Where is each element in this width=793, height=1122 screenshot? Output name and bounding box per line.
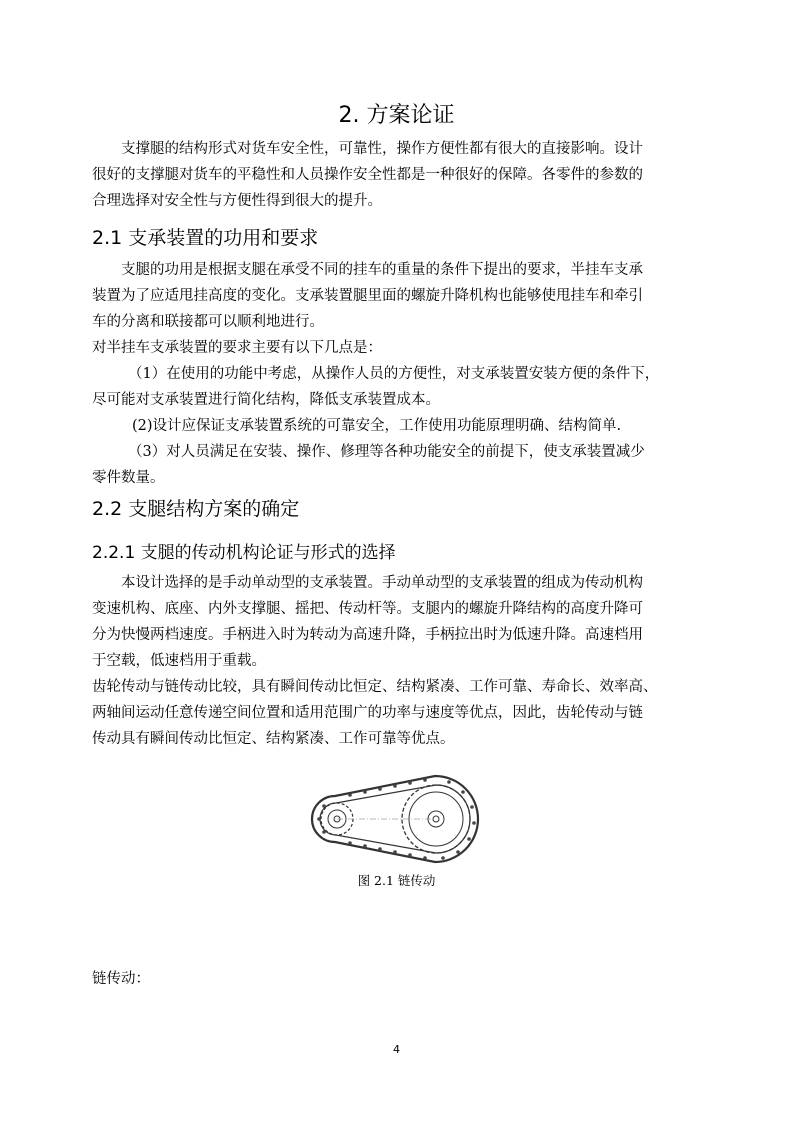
comparison-line: 齿轮传动与链传动比较，具有瞬间传动比恒定、结构紧凑、工作可靠、寿命长、效率高、 — [92, 679, 658, 695]
function-line: 装置为了应适甩挂高度的变化。支承装置腿里面的螺旋升降机构也能够使甩挂车和牵引 — [92, 288, 643, 304]
subsection-2-2-1-title: 2.2.1 支腿的传动机构论证与形式的选择 — [92, 543, 396, 563]
transmission-line: 分为快慢两档速度。手柄进入时为转动为高速升降，手柄拉出时为低速升降。高速档用 — [92, 627, 643, 643]
transmission-paragraph — [92, 570, 702, 752]
chain-drive-figure — [305, 770, 488, 868]
intro-paragraph — [92, 136, 702, 214]
intro-line: 很好的支撑腿对货车的平稳性和人员操作安全性都是一种很好的保障。各零件的参数的 — [92, 167, 643, 183]
chain-label: 链传动： — [92, 971, 150, 987]
requirement-item-3: （3）对人员满足在安装、操作、修理等各种功能安全的前提下，使支承装置减少 — [128, 444, 645, 460]
function-line: 支腿的功用是根据支腿在承受不同的挂车的重量的条件下提出的要求，半挂车支承 — [121, 262, 643, 278]
comparison-line: 传动具有瞬间传动比恒定、结构紧凑、工作可靠等优点。 — [92, 731, 455, 747]
requirement-item-1-cont: 尽可能对支承装置进行简化结构，降低支承装置成本。 — [92, 392, 440, 408]
comparison-line: 两轴间运动任意传递空间位置和适用范围广的功率与速度等优点，因此，齿轮传动与链 — [92, 705, 643, 721]
page-number: 4 — [393, 1043, 400, 1056]
requirement-item-3-cont: 零件数量。 — [92, 470, 165, 486]
transmission-line: 本设计选择的是手动单动型的支承装置。手动单动型的支承装置的组成为传动机构 — [121, 575, 643, 591]
transmission-line: 变速机构、底座、内外支撑腿、摇把、传动杆等。支腿内的螺旋升降结构的高度升降可 — [92, 601, 643, 617]
intro-line: 支撑腿的结构形式对货车安全性，可靠性，操作方便性都有很大的直接影响。设计 — [121, 141, 643, 157]
requirement-item-2: (2)设计应保证支承装置系统的可靠安全，工作使用功能原理明确、结构简单. — [132, 418, 622, 434]
requirements-intro: 对半挂车支承装置的要求主要有以下几点是： — [92, 340, 382, 356]
transmission-line: 于空载，低速档用于重载。 — [92, 653, 266, 669]
figure-caption: 图 2.1 链传动 — [357, 873, 436, 888]
subsection-2-1-title: 2.1 支承装置的功用和要求 — [92, 227, 319, 249]
function-paragraph — [92, 257, 702, 491]
intro-line: 合理选择对安全性与方便性得到很大的提升。 — [92, 193, 382, 209]
subsection-2-2-title: 2.2 支腿结构方案的确定 — [92, 498, 300, 520]
requirement-item-1: （1）在使用的功能中考虑，从操作人员的方便性，对支承装置安装方便的条件下， — [128, 366, 660, 382]
function-line: 车的分离和联接都可以顺利地进行。 — [92, 314, 324, 330]
section-title: 2. 方案论证 — [338, 103, 455, 128]
